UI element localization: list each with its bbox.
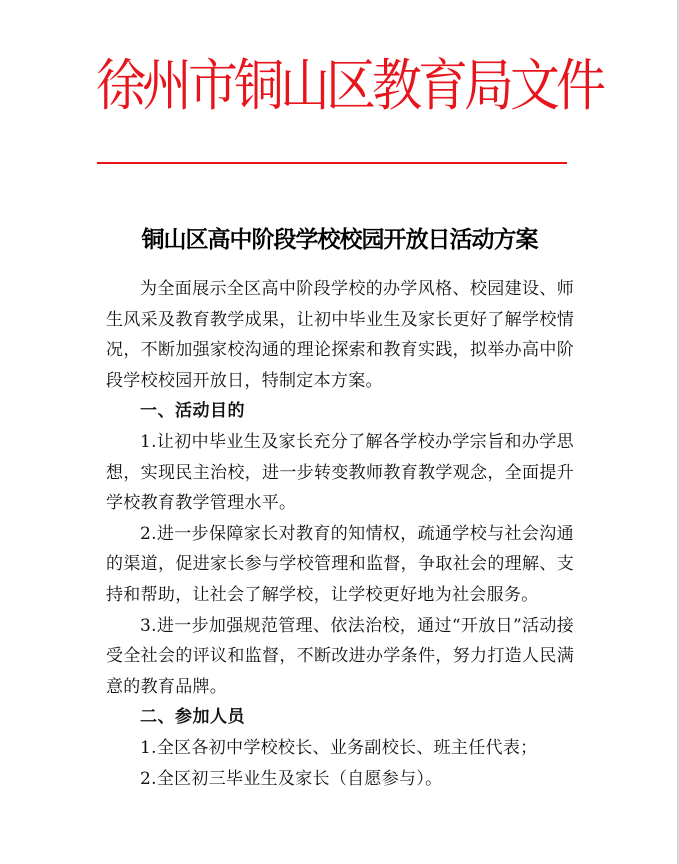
document-title: 铜山区高中阶段学校校园开放日活动方案 <box>141 226 538 253</box>
document-body <box>106 274 574 794</box>
purpose-item-2: 2.进一步保障家长对教育的知情权，疏通学校与社会沟通的渠道，促进家长参与学校管理和监督，争取社会的理解、支持和帮助，让社会了解学校，让学校更好地为社会服务。 <box>106 523 574 605</box>
document-masthead: 徐州市铜山区教育局文件 <box>96 53 602 119</box>
section-heading-purpose: 一、活动目的 <box>140 401 245 422</box>
red-divider-line <box>97 162 567 164</box>
participants-item-2: 2.全区初三毕业生及家长（自愿参与）。 <box>140 768 443 789</box>
purpose-item-3: 3.进一步加强规范管理、依法治校，通过“开放日”活动接受全社会的评议和监督，不断改进办学条件，努力打造人民满意的教育品牌。 <box>106 615 574 697</box>
section-heading-participants: 二、参加人员 <box>140 707 245 728</box>
participants-item-1: 1.全区各初中学校校长、业务副校长、班主任代表； <box>140 737 538 758</box>
intro-paragraph: 为全面展示全区高中阶段学校的办学风格、校园建设、师生风采及教育教学成果，让初中毕业生及家长更好了解学校情况，不断加强家校沟通的理论探索和教育实践，拟举办高中阶段学校校园开放日，特制定本方案。 <box>106 279 574 391</box>
purpose-item-1: 1.让初中毕业生及家长充分了解各学校办学宗旨和办学思想，实现民主治校，进一步转变教师教育教学观念，全面提升学校教育教学管理水平。 <box>106 431 574 514</box>
